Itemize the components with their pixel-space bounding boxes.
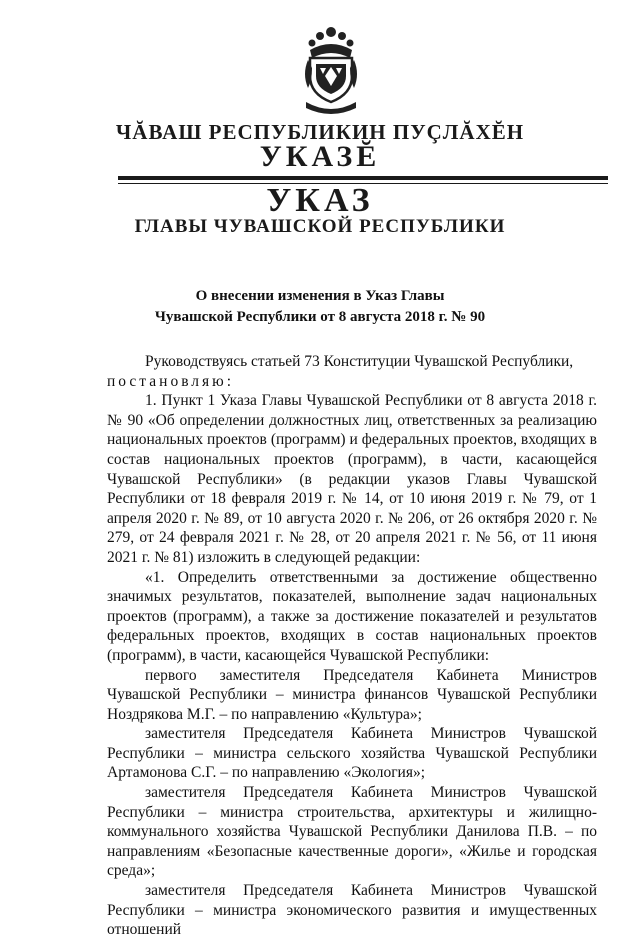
body-paragraph: первого заместителя Председателя Кабинета Министров Чувашской Республики – министра финансов Чувашской Республики Ноздрякова М.Г. – по направлению «Культура»; xyxy=(107,666,597,723)
ukaz-heading: УКАЗ xyxy=(266,182,374,219)
body-paragraph: заместителя Председателя Кабинета Министров Чувашской Республики – министра строительства, архитектуры и жилищно-коммунального хозяйства Чувашской Республики Данилова П.В. – по направлениям «Безопасные качественные дороги», «Жилье и городская среда»; xyxy=(107,784,597,880)
chuvash-republic-emblem xyxy=(300,24,362,114)
document-title-line-1: О внесении изменения в Указ Главы xyxy=(195,288,445,304)
body-paragraph: «1. Определить ответственными за достижение общественно значимых результатов, показателей, выполнение задач национальных проектов (программ), а также за достижение показателей и результатов федеральных проектов, входящих в состав национальных проектов (программ), в части, касающейся Чувашской Республики: xyxy=(107,568,597,664)
document-title xyxy=(0,286,640,328)
body-paragraph: Руководствуясь статьей 73 Конституции Чувашской Республики, xyxy=(145,353,574,370)
body-paragraph: заместителя Председателя Кабинета Министров Чувашской Республики – министра сельского хозяйства Чувашской Республики Артамонова С.Г. – по направлению «Экология»; xyxy=(107,725,597,782)
body-paragraph: постановляю: xyxy=(107,372,235,390)
document-title-line-2: Чувашской Республики от 8 августа 2018 г. № 90 xyxy=(154,309,486,325)
glavy-subheading: ГЛАВЫ ЧУВАШСКОЙ РЕСПУБЛИКИ xyxy=(134,216,506,237)
body-paragraph: заместителя Председателя Кабинета Министров Чувашской Республики – министра экономического развития и имущественных отношений xyxy=(107,882,597,939)
chuvash-ukaze-heading: УКАЗĔ xyxy=(259,140,381,173)
header-rule-thick xyxy=(118,176,608,180)
body-paragraph: 1. Пункт 1 Указа Главы Чувашской Республики от 8 августа 2018 г. № 90 «Об определении должностных лиц, ответственных за реализацию национальных проектов (программ) и федеральных проектов, входящих в состав национальных проектов (программ), в части, касающейся Чувашской Республики» (в редакции указов Главы Чувашской Республики от 18 февраля 2019 г. № 14, от 10 июня 2019 г. № 79, от 1 апреля 2020 г. № 89, от 10 августа 2020 г. № 206, от 26 октября 2020 г. № 279, от 24 февраля 2021 г. № 28, от 20 апреля 2021 г. № 56, от 11 июня 2021 г. № 81) изложить в следующей редакции: xyxy=(107,392,597,566)
document-body xyxy=(107,352,597,940)
chuvash-header-line: ЧĂВАШ РЕСПУБЛИКИН ПУÇЛĂХĔН xyxy=(115,120,525,144)
